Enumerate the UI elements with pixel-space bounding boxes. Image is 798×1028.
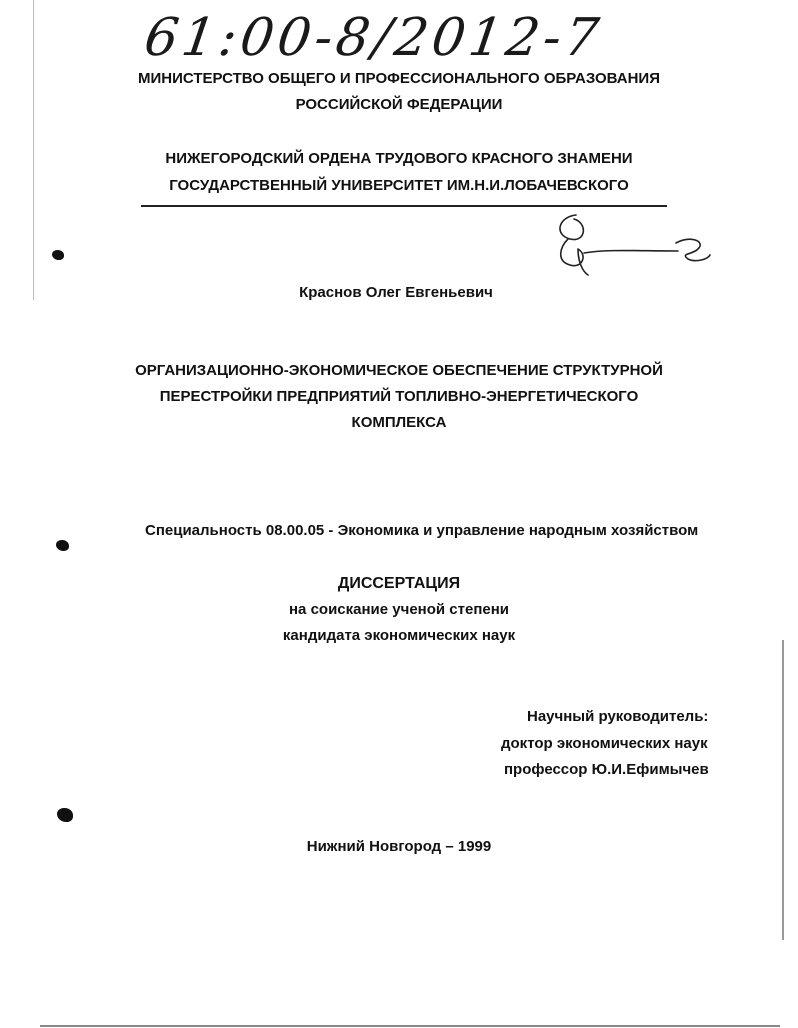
university-line-2: ГОСУДАРСТВЕННЫЙ УНИВЕРСИТЕТ ИМ.Н.И.ЛОБАЧЕВСКОГО [169, 177, 629, 194]
scan-blot [52, 250, 64, 260]
title-line-2: ПЕРЕСТРОЙКИ ПРЕДПРИЯТИЙ ТОПЛИВНО-ЭНЕРГЕТИЧЕСКОГО [159, 388, 639, 405]
university-line-1: НИЖЕГОРОДСКИЙ ОРДЕНА ТРУДОВОГО КРАСНОГО ЗНАМЕНИ [165, 150, 633, 167]
scan-blot [56, 540, 69, 551]
title-line-3: КОМПЛЕКСА [351, 414, 447, 431]
city-year: Нижний Новгород – 1999 [306, 838, 492, 855]
ministry-line-2: РОССИЙСКОЙ ФЕДЕРАЦИИ [295, 96, 503, 113]
supervisor-name: профессор Ю.И.Ефимычев [504, 761, 709, 778]
scan-blot [57, 808, 73, 822]
handwritten-catalog-code: 61:00-8/2012-7 [140, 8, 607, 68]
supervisor-label: Научный руководитель: [527, 708, 709, 725]
ministry-line-1: МИНИСТЕРСТВО ОБЩЕГО И ПРОФЕССИОНАЛЬНОГО ОБРАЗОВАНИЯ [137, 70, 660, 87]
title-line-1: ОРГАНИЗАЦИОННО-ЭКОНОМИЧЕСКОЕ ОБЕСПЕЧЕНИЕ СТРУКТУРНОЙ [135, 362, 663, 379]
specialty-line: Специальность 08.00.05 - Экономика и управление народным хозяйством [145, 522, 699, 539]
dissertation-label: ДИССЕРТАЦИЯ [337, 575, 461, 592]
dissertation-line-3: кандидата экономических наук [282, 627, 516, 644]
scan-edge-bottom [40, 1025, 780, 1027]
signature-icon [548, 205, 718, 285]
dissertation-line-2: на соискание ученой степени [289, 601, 509, 618]
supervisor-degree: доктор экономических наук [501, 735, 708, 752]
scan-edge-right [782, 640, 784, 940]
author-name: Краснов Олег Евгеньевич [299, 284, 493, 301]
